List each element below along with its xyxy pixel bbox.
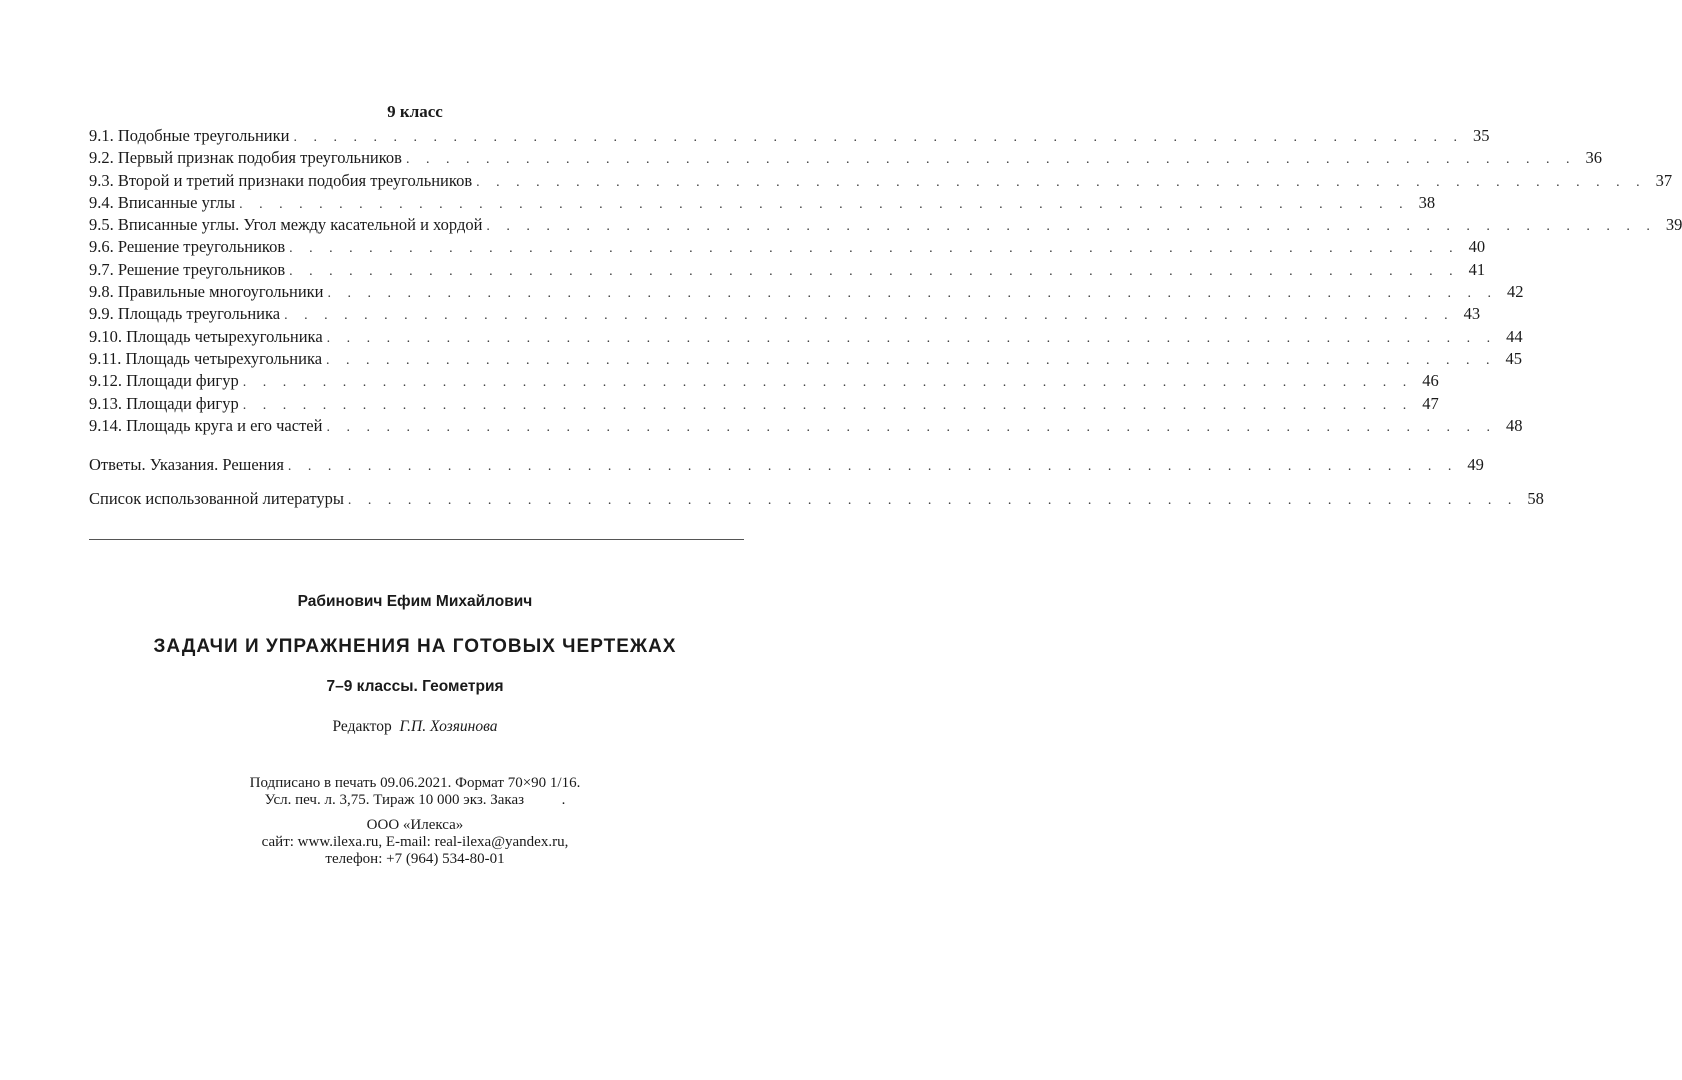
- toc-entry[interactable]: [89, 215, 1682, 237]
- toc-answers-entry[interactable]: [89, 455, 1484, 477]
- toc-entry-title: 9.12. Площади фигур: [89, 371, 239, 391]
- toc-leader-dots: . . . . . . . . . . . . . . . . . . . . . . . . . . . . . . . . . . . . . . . . . . . . . . . . . . . . . . . . . . .: [287, 459, 1458, 474]
- toc-entry-page: 40: [1468, 237, 1486, 257]
- toc-leader-dots: . . . . . . . . . . . . . . . . . . . . . . . . . . . . . . . . . . . . . . . . . . . . . . . . . . . . . . . . . . .: [239, 196, 1410, 212]
- toc-entry-page: 43: [1463, 304, 1481, 324]
- toc-leader-dots: . . . . . . . . . . . . . . . . . . . . . . . . . . . . . . . . . . . . . . . . . . . . . . . . . . . . . . . . . . .: [289, 241, 1460, 257]
- toc-entry[interactable]: [89, 192, 1436, 215]
- toc-entry-title: 9.1. Подобные треугольники: [89, 126, 290, 145]
- toc-entry-page: 44: [1506, 326, 1523, 346]
- toc-answers-page: 49: [1467, 455, 1484, 474]
- toc-entry-title: 9.6. Решение треугольников: [89, 237, 286, 257]
- toc-entry-title: 9.11. Площадь четырехугольника: [89, 348, 323, 368]
- toc-references-entry[interactable]: [89, 489, 1544, 511]
- toc-entry-title: 9.9. Площадь треугольника: [89, 304, 281, 324]
- editor-credit: [0, 718, 830, 736]
- toc-leader-dots: . . . . . . . . . . . . . . . . . . . . . . . . . . . . . . . . . . . . . . . . . . . . . . . . . . . . . . . . . . .: [293, 130, 1464, 145]
- toc-entry[interactable]: [89, 348, 1523, 371]
- toc-leader-dots: . . . . . . . . . . . . . . . . . . . . . . . . . . . . . . . . . . . . . . . . . . . . . . . . . . . . . . . . . . .: [242, 397, 1413, 413]
- toc-entry[interactable]: [89, 304, 1481, 326]
- toc-leader-dots: . . . . . . . . . . . . . . . . . . . . . . . . . . . . . . . . . . . . . . . . . . . . . . . . . . . . . . . . . . .: [476, 174, 1647, 190]
- toc-leader-dots: . . . . . . . . . . . . . . . . . . . . . . . . . . . . . . . . . . . . . . . . . . . . . . . . . . . . . . . . . . .: [326, 352, 1497, 368]
- toc-entry-page: 38: [1418, 192, 1436, 212]
- publisher-phone: телефон: +7 (964) 534-80-01: [325, 851, 505, 867]
- toc-entry-page: 45: [1505, 348, 1523, 368]
- toc-answers-title: Ответы. Указания. Решения: [89, 455, 284, 474]
- toc-entry-page: 39: [1665, 215, 1682, 235]
- publisher-name: ООО «Илекса»: [366, 817, 464, 833]
- toc-entry-page: 35: [1472, 126, 1490, 145]
- toc-entry-title: 9.5. Вписанные углы. Угол между касательной и хордой: [89, 215, 483, 235]
- table-of-contents: [89, 126, 1682, 438]
- publisher-contacts: сайт: www.ilexa.ru, E-mail: real-ilexa@yandex.ru,: [261, 834, 569, 850]
- toc-leader-dots: . . . . . . . . . . . . . . . . . . . . . . . . . . . . . . . . . . . . . . . . . . . . . . . . . . . . . . . . . . .: [347, 493, 1518, 508]
- editor-label: Редактор: [332, 718, 392, 735]
- toc-entry-page: 36: [1585, 148, 1602, 168]
- toc-entry-title: 9.10. Площадь четырехугольника: [89, 326, 323, 346]
- toc-entry-title: 9.13. Площади фигур: [89, 393, 239, 413]
- toc-entry[interactable]: [89, 126, 1490, 148]
- toc-entry-page: 41: [1468, 259, 1486, 279]
- toc-entry-title: 9.14. Площадь круга и его частей: [89, 415, 323, 435]
- book-title: ЗАДАЧИ И УПРАЖНЕНИЯ НА ГОТОВЫХ ЧЕРТЕЖАХ: [153, 636, 677, 657]
- toc-entry[interactable]: [89, 259, 1486, 282]
- book-subtitle: 7–9 классы. Геометрия: [326, 678, 504, 695]
- section-divider: [89, 539, 744, 540]
- toc-entry-page: 46: [1422, 371, 1439, 391]
- toc-leader-dots: . . . . . . . . . . . . . . . . . . . . . . . . . . . . . . . . . . . . . . . . . . . . . . . . . . . . . . . . . . .: [327, 286, 1498, 302]
- toc-entry[interactable]: [89, 326, 1523, 349]
- toc-entry-page: 37: [1655, 170, 1673, 190]
- toc-entry-page: 47: [1422, 393, 1439, 413]
- toc-entry-title: 9.2. Первый признак подобия треугольников: [89, 148, 402, 168]
- print-info-line-1: Подписано в печать 09.06.2021. Формат 70×90 1/16.: [249, 775, 581, 791]
- toc-leader-dots: . . . . . . . . . . . . . . . . . . . . . . . . . . . . . . . . . . . . . . . . . . . . . . . . . . . . . . . . . . .: [326, 330, 1497, 346]
- toc-entry[interactable]: [89, 237, 1486, 259]
- toc-references-page: 58: [1527, 489, 1544, 508]
- toc-entry[interactable]: [89, 371, 1439, 393]
- toc-entry[interactable]: [89, 170, 1673, 193]
- print-info-line-2: Усл. печ. л. 3,75. Тираж 10 000 экз. Заказ .: [264, 792, 566, 808]
- toc-leader-dots: . . . . . . . . . . . . . . . . . . . . . . . . . . . . . . . . . . . . . . . . . . . . . . . . . . . . . . . . . . .: [486, 219, 1657, 235]
- toc-entry-title: 9.3. Второй и третий признаки подобия треугольников: [89, 170, 473, 190]
- toc-leader-dots: . . . . . . . . . . . . . . . . . . . . . . . . . . . . . . . . . . . . . . . . . . . . . . . . . . . . . . . . . . .: [289, 263, 1460, 279]
- toc-entry[interactable]: [89, 148, 1602, 170]
- toc-leader-dots: . . . . . . . . . . . . . . . . . . . . . . . . . . . . . . . . . . . . . . . . . . . . . . . . . . . . . . . . . . .: [405, 152, 1576, 168]
- toc-leader-dots: . . . . . . . . . . . . . . . . . . . . . . . . . . . . . . . . . . . . . . . . . . . . . . . . . . . . . . . . . . .: [284, 308, 1455, 324]
- toc-references-title: Список использованной литературы: [89, 489, 344, 508]
- section-title: 9 класс: [387, 102, 443, 121]
- toc-entry[interactable]: [89, 415, 1523, 438]
- toc-entry[interactable]: [89, 393, 1439, 416]
- toc-leader-dots: . . . . . . . . . . . . . . . . . . . . . . . . . . . . . . . . . . . . . . . . . . . . . . . . . . . . . . . . . . .: [242, 375, 1413, 391]
- toc-entry-title: 9.8. Правильные многоугольники: [89, 282, 324, 302]
- toc-entry[interactable]: [89, 282, 1524, 304]
- toc-leader-dots: . . . . . . . . . . . . . . . . . . . . . . . . . . . . . . . . . . . . . . . . . . . . . . . . . . . . . . . . . . .: [326, 419, 1497, 435]
- toc-entry-page: 48: [1505, 415, 1523, 435]
- editor-name: Г.П. Хозяинова: [399, 718, 498, 735]
- toc-entry-title: 9.4. Вписанные углы: [89, 192, 236, 212]
- toc-entry-title: 9.7. Решение треугольников: [89, 259, 286, 279]
- toc-entry-page: 42: [1507, 282, 1524, 302]
- author-name: Рабинович Ефим Михайлович: [297, 593, 533, 610]
